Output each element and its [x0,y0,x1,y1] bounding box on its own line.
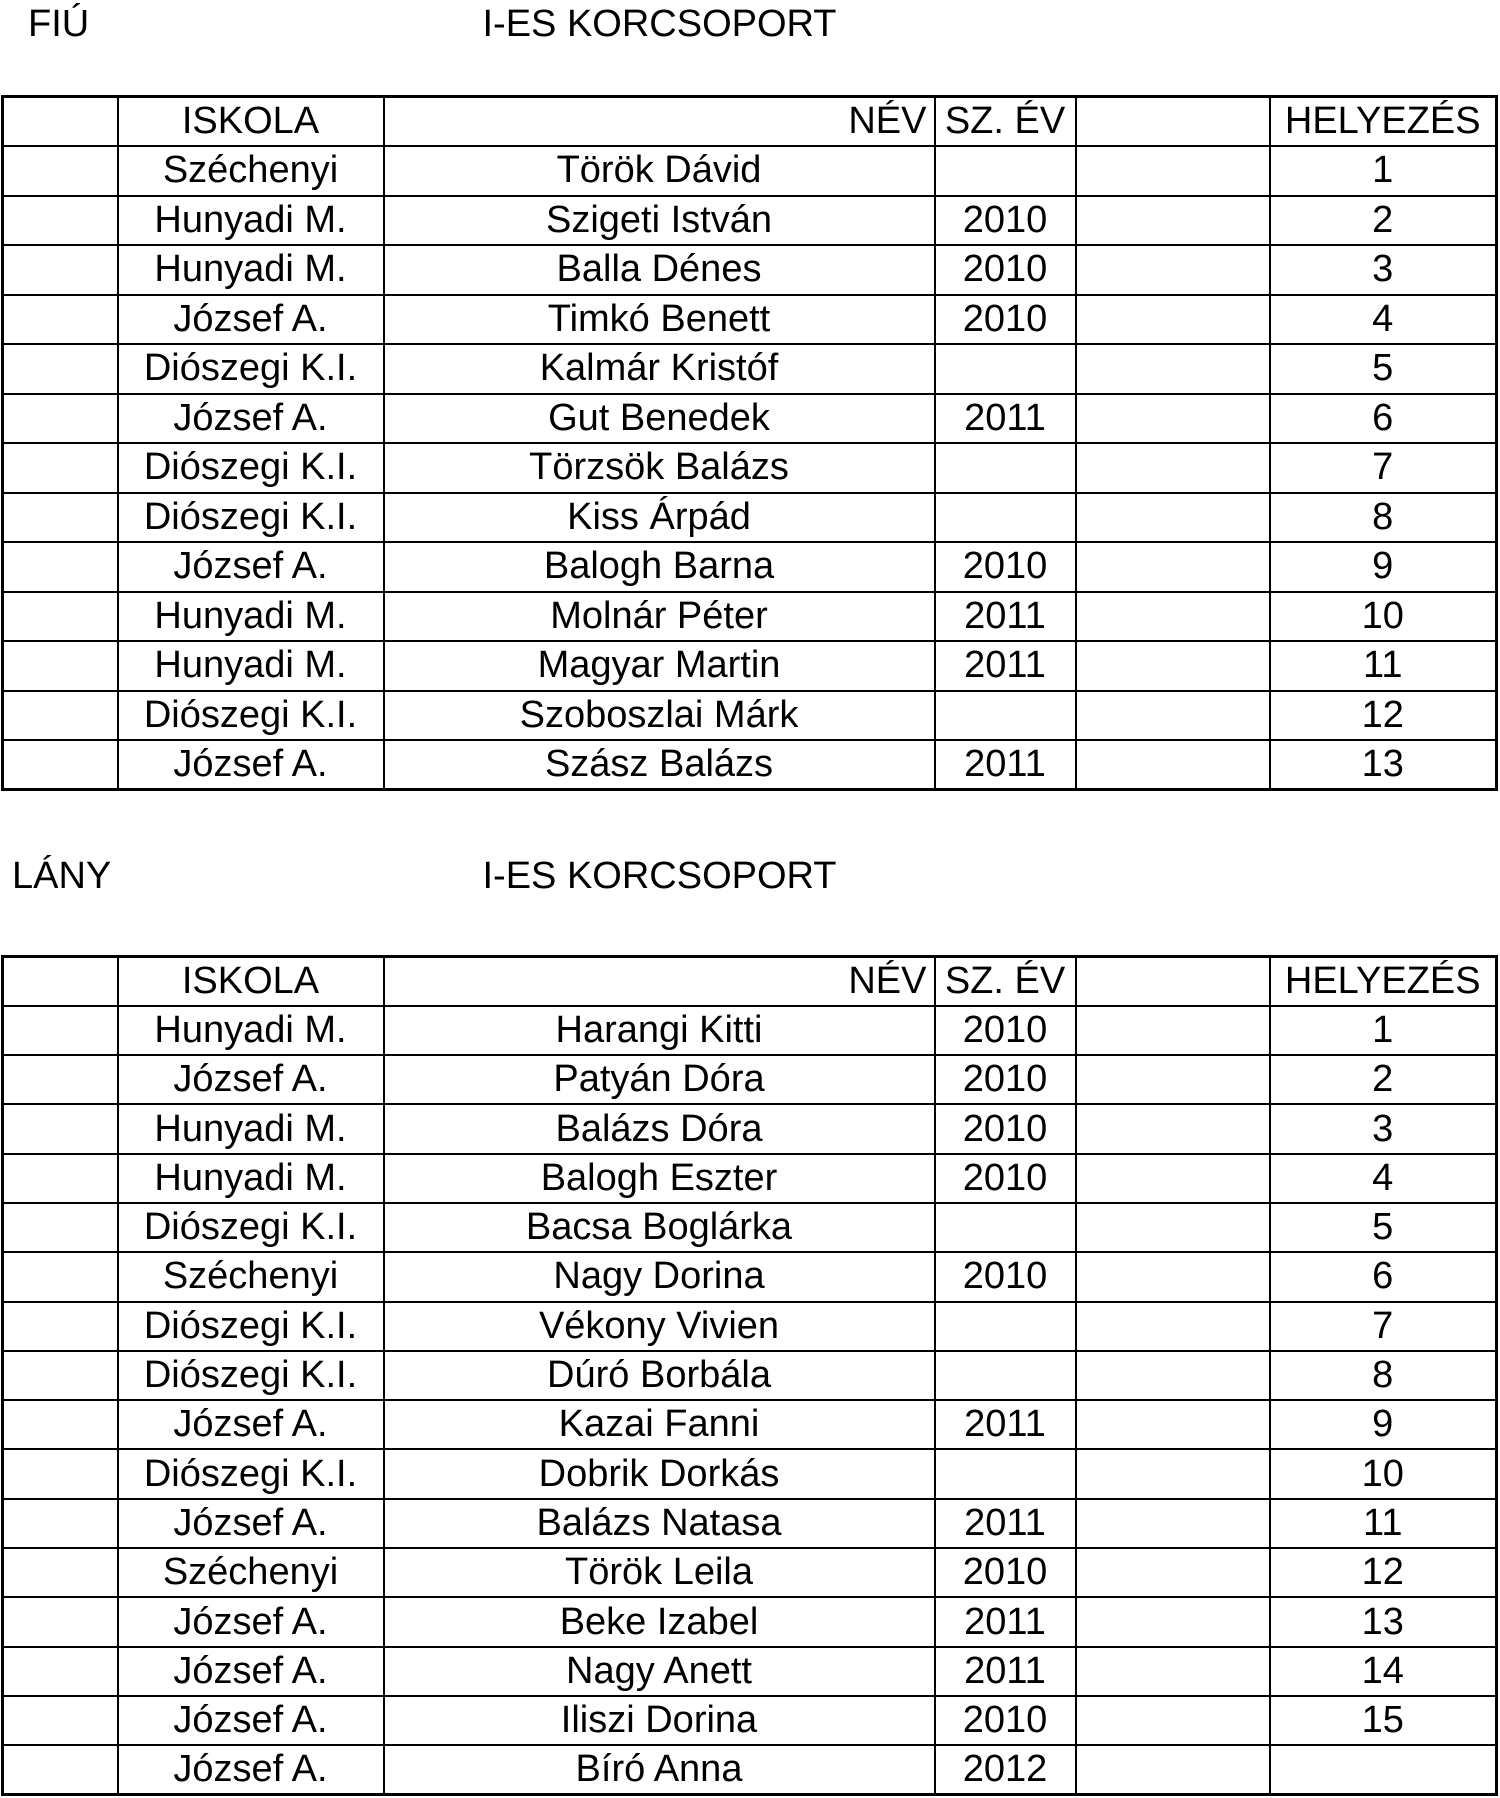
row-number-cell [3,1449,118,1498]
table-row [3,1351,1497,1400]
school-cell: Széchenyi [118,1252,384,1301]
row-number-cell [3,443,118,493]
name-cell: Szigeti István [384,196,935,246]
year-cell: 2010 [935,1548,1076,1597]
table-row [3,740,1497,790]
header-name-cell: NÉV [384,97,935,147]
blank-cell [1076,1499,1270,1548]
place-cell: 8 [1270,493,1497,543]
table-row [3,1696,1497,1745]
name-cell: Törzsök Balázs [384,443,935,493]
blank-cell [1076,344,1270,394]
place-cell: 10 [1270,592,1497,642]
school-cell: Hunyadi M. [118,592,384,642]
table-row [3,1647,1497,1696]
blank-cell [1076,1745,1270,1794]
year-cell [935,344,1076,394]
school-cell: Diószegi K.I. [118,344,384,394]
name-cell: Bíró Anna [384,1745,935,1794]
blank-cell [1076,196,1270,246]
name-cell: Dobrik Dorkás [384,1449,935,1498]
table-row [3,1154,1497,1203]
table-header-row [3,97,1497,147]
place-cell: 7 [1270,1302,1497,1351]
year-cell: 2010 [935,245,1076,295]
school-cell: Hunyadi M. [118,641,384,691]
place-cell: 3 [1270,1104,1497,1153]
name-cell: Szász Balázs [384,740,935,790]
row-number-cell [3,1302,118,1351]
place-cell: 8 [1270,1351,1497,1400]
girls-results-table [1,955,1498,1796]
year-cell: 2011 [935,1400,1076,1449]
school-cell: Diószegi K.I. [118,1449,384,1498]
place-cell: 7 [1270,443,1497,493]
table-row [3,1055,1497,1104]
year-cell: 2010 [935,1154,1076,1203]
school-cell: Széchenyi [118,1548,384,1597]
school-cell: József A. [118,1400,384,1449]
table-row [3,1203,1497,1252]
school-cell: József A. [118,295,384,345]
table-row [3,1745,1497,1794]
table-row [3,1597,1497,1646]
row-number-cell [3,1252,118,1301]
place-cell [1270,1745,1497,1794]
year-cell: 2010 [935,1055,1076,1104]
place-cell: 4 [1270,1154,1497,1203]
row-number-cell [3,592,118,642]
blank-cell [1076,1449,1270,1498]
boys-section-label: FIÚ [28,3,90,45]
table-header-row [3,957,1497,1006]
school-cell: Széchenyi [118,146,384,196]
place-cell: 6 [1270,394,1497,444]
row-number-cell [3,1597,118,1646]
blank-cell [1076,1055,1270,1104]
year-cell: 2011 [935,592,1076,642]
row-number-cell [3,1154,118,1203]
school-cell: Diószegi K.I. [118,493,384,543]
row-number-cell [3,196,118,246]
name-cell: Vékony Vivien [384,1302,935,1351]
school-cell: Hunyadi M. [118,1154,384,1203]
blank-cell [1076,1696,1270,1745]
table-row [3,1548,1497,1597]
blank-cell [1076,691,1270,741]
name-cell: Kalmár Kristóf [384,344,935,394]
name-cell: Balla Dénes [384,245,935,295]
year-cell [935,1449,1076,1498]
name-cell: Magyar Martin [384,641,935,691]
blank-cell [1076,1154,1270,1203]
blank-cell [1076,1203,1270,1252]
name-cell: Szoboszlai Márk [384,691,935,741]
year-cell [935,1302,1076,1351]
row-number-cell [3,1104,118,1153]
school-cell: József A. [118,1597,384,1646]
girls-section-label: LÁNY [12,855,112,897]
header-rownum-cell [3,97,118,147]
name-cell: Kiss Árpád [384,493,935,543]
name-cell: Gut Benedek [384,394,935,444]
row-number-cell [3,1745,118,1794]
name-cell: Török Leila [384,1548,935,1597]
place-cell: 12 [1270,691,1497,741]
blank-cell [1076,641,1270,691]
place-cell: 9 [1270,1400,1497,1449]
place-cell: 11 [1270,641,1497,691]
table-row [3,245,1497,295]
year-cell: 2010 [935,1696,1076,1745]
name-cell: Balogh Barna [384,542,935,592]
school-cell: Diószegi K.I. [118,691,384,741]
year-cell: 2011 [935,1597,1076,1646]
girls-group-title: I-ES KORCSOPORT [482,855,837,897]
blank-cell [1076,592,1270,642]
table-row [3,146,1497,196]
year-cell: 2010 [935,1104,1076,1153]
row-number-cell [3,1400,118,1449]
row-number-cell [3,146,118,196]
school-cell: József A. [118,1055,384,1104]
name-cell: Molnár Péter [384,592,935,642]
school-cell: Diószegi K.I. [118,443,384,493]
name-cell: Beke Izabel [384,1597,935,1646]
header-school-cell: ISKOLA [118,957,384,1006]
year-cell: 2010 [935,1252,1076,1301]
school-cell: Hunyadi M. [118,1104,384,1153]
row-number-cell [3,1055,118,1104]
blank-cell [1076,542,1270,592]
header-year-cell: SZ. ÉV [935,957,1076,1006]
school-cell: József A. [118,1499,384,1548]
name-cell: Kazai Fanni [384,1400,935,1449]
blank-cell [1076,1104,1270,1153]
place-cell: 11 [1270,1499,1497,1548]
table-row [3,344,1497,394]
name-cell: Dúró Borbála [384,1351,935,1400]
place-cell: 3 [1270,245,1497,295]
place-cell: 2 [1270,1055,1497,1104]
blank-cell [1076,1647,1270,1696]
header-blank-cell [1076,97,1270,147]
table-row [3,493,1497,543]
blank-cell [1076,1597,1270,1646]
blank-cell [1076,1548,1270,1597]
school-cell: Diószegi K.I. [118,1351,384,1400]
name-cell: Nagy Anett [384,1647,935,1696]
year-cell [935,691,1076,741]
place-cell: 5 [1270,344,1497,394]
place-cell: 12 [1270,1548,1497,1597]
year-cell: 2010 [935,295,1076,345]
header-name-cell: NÉV [384,957,935,1006]
table-row [3,1499,1497,1548]
year-cell: 2010 [935,542,1076,592]
table-row [3,592,1497,642]
row-number-cell [3,245,118,295]
school-cell: Diószegi K.I. [118,1302,384,1351]
table-row [3,1252,1497,1301]
place-cell: 13 [1270,1597,1497,1646]
blank-cell [1076,295,1270,345]
blank-cell [1076,1006,1270,1055]
name-cell: Balogh Eszter [384,1154,935,1203]
place-cell: 9 [1270,542,1497,592]
year-cell: 2011 [935,394,1076,444]
place-cell: 2 [1270,196,1497,246]
blank-cell [1076,1252,1270,1301]
name-cell: Bacsa Boglárka [384,1203,935,1252]
table-row [3,394,1497,444]
place-cell: 13 [1270,740,1497,790]
name-cell: Török Dávid [384,146,935,196]
place-cell: 4 [1270,295,1497,345]
place-cell: 5 [1270,1203,1497,1252]
school-cell: József A. [118,394,384,444]
table-row [3,196,1497,246]
blank-cell [1076,1351,1270,1400]
name-cell: Iliszi Dorina [384,1696,935,1745]
place-cell: 6 [1270,1252,1497,1301]
row-number-cell [3,1647,118,1696]
year-cell [935,146,1076,196]
header-blank-cell [1076,957,1270,1006]
place-cell: 1 [1270,146,1497,196]
blank-cell [1076,394,1270,444]
year-cell: 2012 [935,1745,1076,1794]
blank-cell [1076,740,1270,790]
header-rownum-cell [3,957,118,1006]
row-number-cell [3,1548,118,1597]
header-year-cell: SZ. ÉV [935,97,1076,147]
boys-group-title: I-ES KORCSOPORT [482,3,837,45]
place-cell: 1 [1270,1006,1497,1055]
table-row [3,641,1497,691]
blank-cell [1076,443,1270,493]
school-cell: József A. [118,1745,384,1794]
header-place-cell: HELYEZÉS [1270,957,1497,1006]
name-cell: Balázs Natasa [384,1499,935,1548]
name-cell: Timkó Benett [384,295,935,345]
row-number-cell [3,641,118,691]
name-cell: Balázs Dóra [384,1104,935,1153]
year-cell: 2010 [935,1006,1076,1055]
row-number-cell [3,740,118,790]
table-row [3,542,1497,592]
year-cell: 2011 [935,1499,1076,1548]
row-number-cell [3,493,118,543]
year-cell [935,1351,1076,1400]
year-cell [935,493,1076,543]
school-cell: Hunyadi M. [118,245,384,295]
place-cell: 15 [1270,1696,1497,1745]
blank-cell [1076,245,1270,295]
row-number-cell [3,394,118,444]
year-cell: 2011 [935,1647,1076,1696]
year-cell: 2011 [935,740,1076,790]
row-number-cell [3,691,118,741]
year-cell: 2011 [935,641,1076,691]
table-row [3,443,1497,493]
name-cell: Nagy Dorina [384,1252,935,1301]
table-row [3,1104,1497,1153]
blank-cell [1076,1302,1270,1351]
row-number-cell [3,1499,118,1548]
header-place-cell: HELYEZÉS [1270,97,1497,147]
year-cell [935,443,1076,493]
row-number-cell [3,542,118,592]
name-cell: Patyán Dóra [384,1055,935,1104]
school-cell: Diószegi K.I. [118,1203,384,1252]
school-cell: József A. [118,542,384,592]
table-row [3,691,1497,741]
year-cell: 2010 [935,196,1076,246]
table-row [3,1006,1497,1055]
place-cell: 14 [1270,1647,1497,1696]
table-row [3,295,1497,345]
row-number-cell [3,1696,118,1745]
school-cell: József A. [118,740,384,790]
boys-results-table [1,95,1498,791]
table-row [3,1302,1497,1351]
row-number-cell [3,1351,118,1400]
year-cell [935,1203,1076,1252]
table-row [3,1449,1497,1498]
table-row [3,1400,1497,1449]
row-number-cell [3,295,118,345]
row-number-cell [3,1203,118,1252]
blank-cell [1076,146,1270,196]
row-number-cell [3,344,118,394]
school-cell: József A. [118,1696,384,1745]
school-cell: József A. [118,1647,384,1696]
row-number-cell [3,1006,118,1055]
place-cell: 10 [1270,1449,1497,1498]
school-cell: Hunyadi M. [118,196,384,246]
header-school-cell: ISKOLA [118,97,384,147]
school-cell: Hunyadi M. [118,1006,384,1055]
blank-cell [1076,1400,1270,1449]
blank-cell [1076,493,1270,543]
name-cell: Harangi Kitti [384,1006,935,1055]
